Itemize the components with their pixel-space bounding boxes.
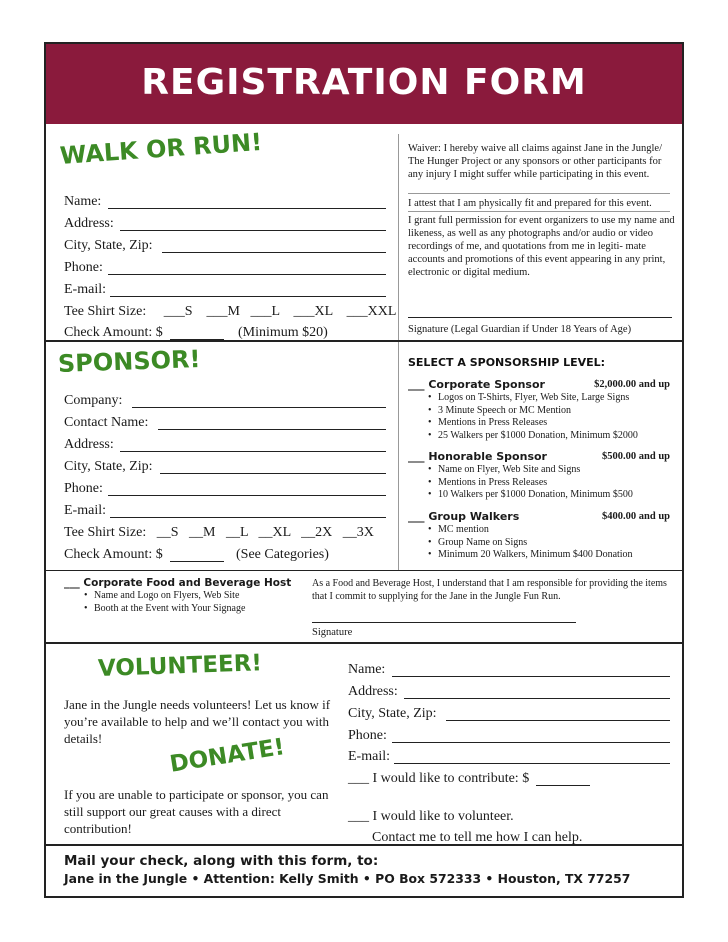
benefit: • Mentions in Press Releases xyxy=(428,477,633,490)
food-host-text: As a Food and Beverage Host, I understand that I am responsible for providing the items that I commit to supplying for the Jane in the Jungle Fun Run. xyxy=(312,578,667,602)
sponsor-heading: SPONSOR! xyxy=(57,345,201,378)
sponsor-categories: (See Categories) xyxy=(236,547,329,562)
benefit: • Minimum 20 Walkers, Minimum $400 Donation xyxy=(428,549,633,562)
select-level-heading: SELECT A SPONSORSHIP LEVEL: xyxy=(408,356,606,369)
sponsor-check-label: Check Amount: $ xyxy=(64,547,163,562)
sponsor-address-input[interactable] xyxy=(120,451,386,452)
walk-tee-size[interactable]: Tee Shirt Size: ___S ___M ___L ___XL ___XXL xyxy=(64,304,397,319)
benefit: • 25 Walkers per $1000 Donation, Minimum $2000 xyxy=(428,430,638,443)
sponsor-contact-input[interactable] xyxy=(158,429,386,430)
sponsor-email-label: E-mail: xyxy=(64,503,106,518)
walk-divider xyxy=(398,134,399,340)
sponsor-city-input[interactable] xyxy=(160,473,386,474)
volunteer-contact-text: Contact me to tell me how I can help. xyxy=(372,830,583,845)
sponsor-company-label: Company: xyxy=(64,393,123,408)
form-header xyxy=(46,44,682,124)
walk-email-label: E-mail: xyxy=(64,282,106,297)
walk-address-label: Address: xyxy=(64,216,114,231)
vol-phone-input[interactable] xyxy=(392,742,670,743)
sponsor-tee-size[interactable]: Tee Shirt Size: __S __M __L __XL __2X __3X xyxy=(64,525,374,540)
food-host-signature-input[interactable] xyxy=(312,622,576,623)
sponsor-contact-label: Contact Name: xyxy=(64,415,149,430)
donate-text: If you are unable to participate or sponsor, you can still support our great causes with a direct contribution! xyxy=(64,787,329,836)
level-honorable-benefits xyxy=(412,464,633,502)
food-host-signature-label: Signature xyxy=(312,627,353,638)
benefit: • MC mention xyxy=(428,524,633,537)
level-corporate-benefits xyxy=(412,392,638,442)
section-divider-2 xyxy=(46,642,682,644)
vol-address-label: Address: xyxy=(348,684,398,699)
permission-text: I grant full permission for event organizers to use my name and likeness, as well as any photographs and/or audio or video recordings of me, and quotations from me in legiti- mate accounts and promotions of this event appearing in any print, electronic or digital medium. xyxy=(408,215,675,278)
benefit: • Name and Logo on Flyers, Web Site xyxy=(84,590,245,603)
level-corporate[interactable]: ___ Corporate Sponsor xyxy=(408,378,545,391)
vol-city-input[interactable] xyxy=(446,720,670,721)
level-group-price: $400.00 and up xyxy=(602,511,670,522)
form-title: REGISTRATION FORM xyxy=(141,62,587,103)
level-group[interactable]: ___ Group Walkers xyxy=(408,510,520,523)
waiver-rule xyxy=(408,193,670,194)
walk-name-label: Name: xyxy=(64,194,102,209)
level-honorable-price: $500.00 and up xyxy=(602,451,670,462)
attest-rule xyxy=(408,211,670,212)
vol-email-input[interactable] xyxy=(394,763,670,764)
contribute-amount-input[interactable] xyxy=(536,785,590,786)
walk-email-input[interactable] xyxy=(110,296,386,297)
mail-line-2: Jane in the Jungle • Attention: Kelly Smith • PO Box 572333 • Houston, TX 77257 xyxy=(64,871,631,886)
walk-heading: WALK OR RUN! xyxy=(59,127,263,170)
registration-form xyxy=(44,42,684,898)
vol-address-input[interactable] xyxy=(404,698,670,699)
vol-phone-label: Phone: xyxy=(348,728,387,743)
food-host-benefits xyxy=(68,590,245,615)
walk-signature-input[interactable] xyxy=(408,317,672,318)
food-host-level[interactable]: ___ Corporate Food and Beverage Host xyxy=(64,577,292,589)
sponsor-city-label: City, State, Zip: xyxy=(64,459,153,474)
sponsor-company-input[interactable] xyxy=(132,407,386,408)
benefit: • 10 Walkers per $1000 Donation, Minimum $500 xyxy=(428,489,633,502)
donate-heading: DONATE! xyxy=(167,734,287,778)
volunteer-option[interactable]: ___ I would like to volunteer. xyxy=(348,809,514,824)
sponsor-phone-input[interactable] xyxy=(108,495,386,496)
section-divider-1 xyxy=(46,340,682,342)
walk-address-input[interactable] xyxy=(120,230,386,231)
attest-text: I attest that I am physically fit and prepared for this event. xyxy=(408,198,652,209)
walk-minimum: (Minimum $20) xyxy=(238,325,328,340)
sponsor-check-input[interactable] xyxy=(170,561,224,562)
sponsor-host-rule xyxy=(46,570,682,571)
section-divider-3 xyxy=(46,844,682,846)
walk-signature-label: Signature (Legal Guardian if Under 18 Years of Age) xyxy=(408,324,632,335)
walk-phone-label: Phone: xyxy=(64,260,103,275)
walk-check-label: Check Amount: $ xyxy=(64,325,163,340)
sponsor-divider xyxy=(398,342,399,570)
benefit: • Booth at the Event with Your Signage xyxy=(84,603,245,616)
vol-name-label: Name: xyxy=(348,662,386,677)
level-corporate-price: $2,000.00 and up xyxy=(594,379,670,390)
walk-phone-input[interactable] xyxy=(108,274,386,275)
sponsor-email-input[interactable] xyxy=(110,517,386,518)
volunteer-heading: VOLUNTEER! xyxy=(97,650,263,682)
mail-line-1: Mail your check, along with this form, to: xyxy=(64,853,379,869)
vol-city-label: City, State, Zip: xyxy=(348,706,437,721)
level-honorable[interactable]: ___ Honorable Sponsor xyxy=(408,450,547,463)
benefit: • Logos on T-Shirts, Flyer, Web Site, Large Signs xyxy=(428,392,638,405)
vol-email-label: E-mail: xyxy=(348,749,390,764)
sponsor-address-label: Address: xyxy=(64,437,114,452)
sponsor-phone-label: Phone: xyxy=(64,481,103,496)
volunteer-text: Jane in the Jungle needs volunteers! Let us know if you’re available to help and we’ll contact you with details! xyxy=(64,697,331,746)
waiver-text: Waiver: I hereby waive all claims against Jane in the Jungle/ The Hunger Project or any sponsors or other participants for any injury I might suffer while participating in this event. xyxy=(408,143,662,180)
contribute-option[interactable]: ___ I would like to contribute: $ xyxy=(348,771,530,786)
benefit: • 3 Minute Speech or MC Mention xyxy=(428,405,638,418)
benefit: • Group Name on Signs xyxy=(428,537,633,550)
walk-city-label: City, State, Zip: xyxy=(64,238,153,253)
walk-name-input[interactable] xyxy=(108,208,386,209)
vol-name-input[interactable] xyxy=(392,676,670,677)
walk-city-input[interactable] xyxy=(162,252,386,253)
benefit: • Name on Flyer, Web Site and Signs xyxy=(428,464,633,477)
level-group-benefits xyxy=(412,524,633,562)
benefit: • Mentions in Press Releases xyxy=(428,417,638,430)
